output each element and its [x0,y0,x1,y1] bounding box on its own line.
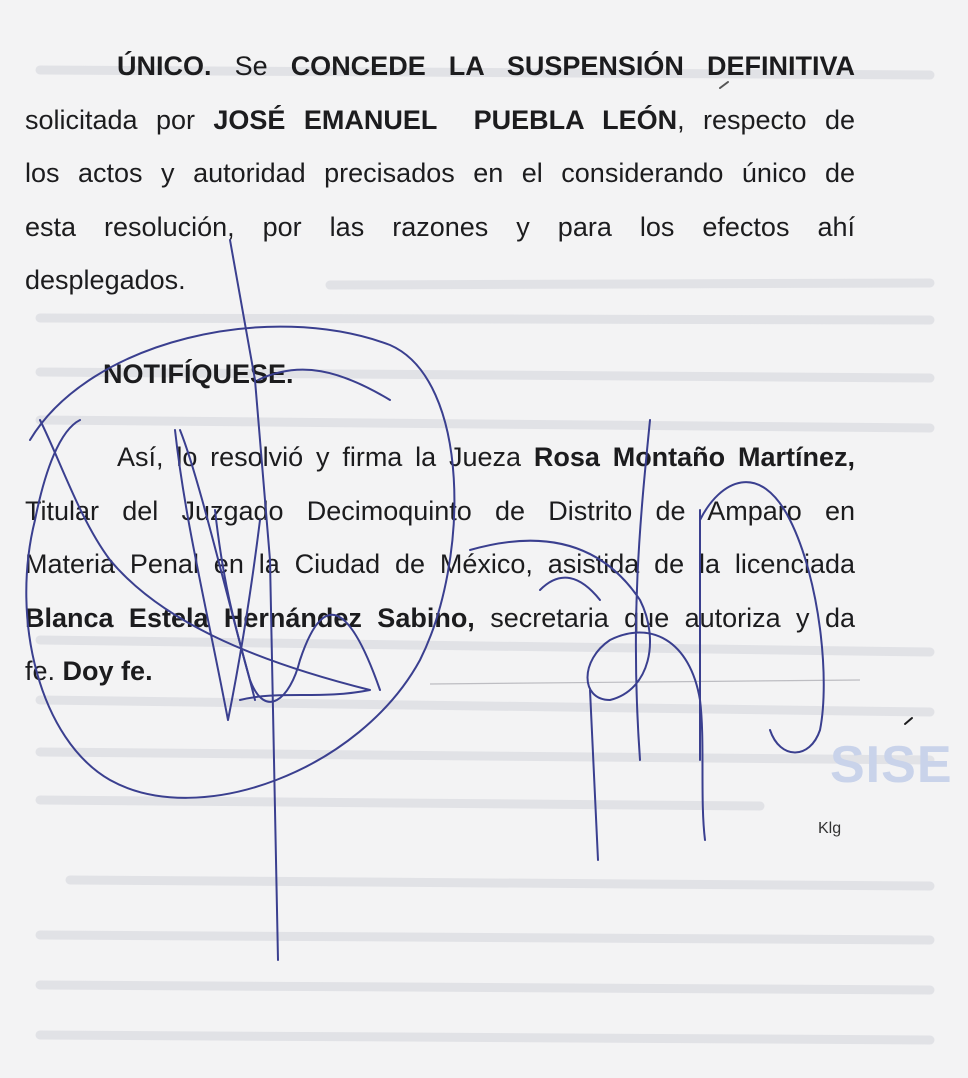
resolutivo-line-5: desplegados. [25,265,186,295]
watermark-stamp: SISE [830,736,953,794]
resolutivo-decision: CONCEDE LA SUSPENSIÓN DEFINITIVA [290,51,855,81]
firma-line-4 [25,592,855,646]
firma-line4-post: secretaria que autoriza y da [490,602,855,633]
firma-line-2: Titular del Juzgado Decimoquinto de Distrito de Amparo en [25,495,855,526]
resolutivo-line2-post: , respecto de [677,104,855,135]
doy-fe: Doy fe. [62,656,153,686]
notification-heading: NOTIFÍQUESE. [103,358,294,389]
jueza-name: Rosa Montaño Martínez, [533,442,856,472]
firma-line-3: Materia Penal en la Ciudad de México, asistida de la licenciada [25,549,855,579]
firma-line1-pre: Así, lo resolvió y firma la Jueza [117,442,522,472]
quejoso-name: JOSÉ EMANUEL PUEBLA LEÓN [213,104,678,135]
typist-initials: Klg [818,820,842,837]
secretaria-name: Blanca Estela Hernández Sabino, [25,602,475,633]
resolutivo-line2-pre: solicitada por [25,104,195,135]
resolutivo-line-1 [25,40,855,94]
resolutivo-label: ÚNICO. [117,51,212,81]
firma-line-1 [25,431,855,485]
resolutivo-line-2 [25,94,855,148]
resolutivo-lead: Se [234,51,268,81]
firma-line5-pre: fe. [25,656,56,686]
resolution-text [25,40,855,699]
resolutivo-line-4: esta resolución, por las razones y para los efectos ahí [25,211,855,242]
firma-line-5 [25,645,855,699]
resolutivo-line-3: los actos y autoridad precisados en el considerando único de [25,158,855,188]
